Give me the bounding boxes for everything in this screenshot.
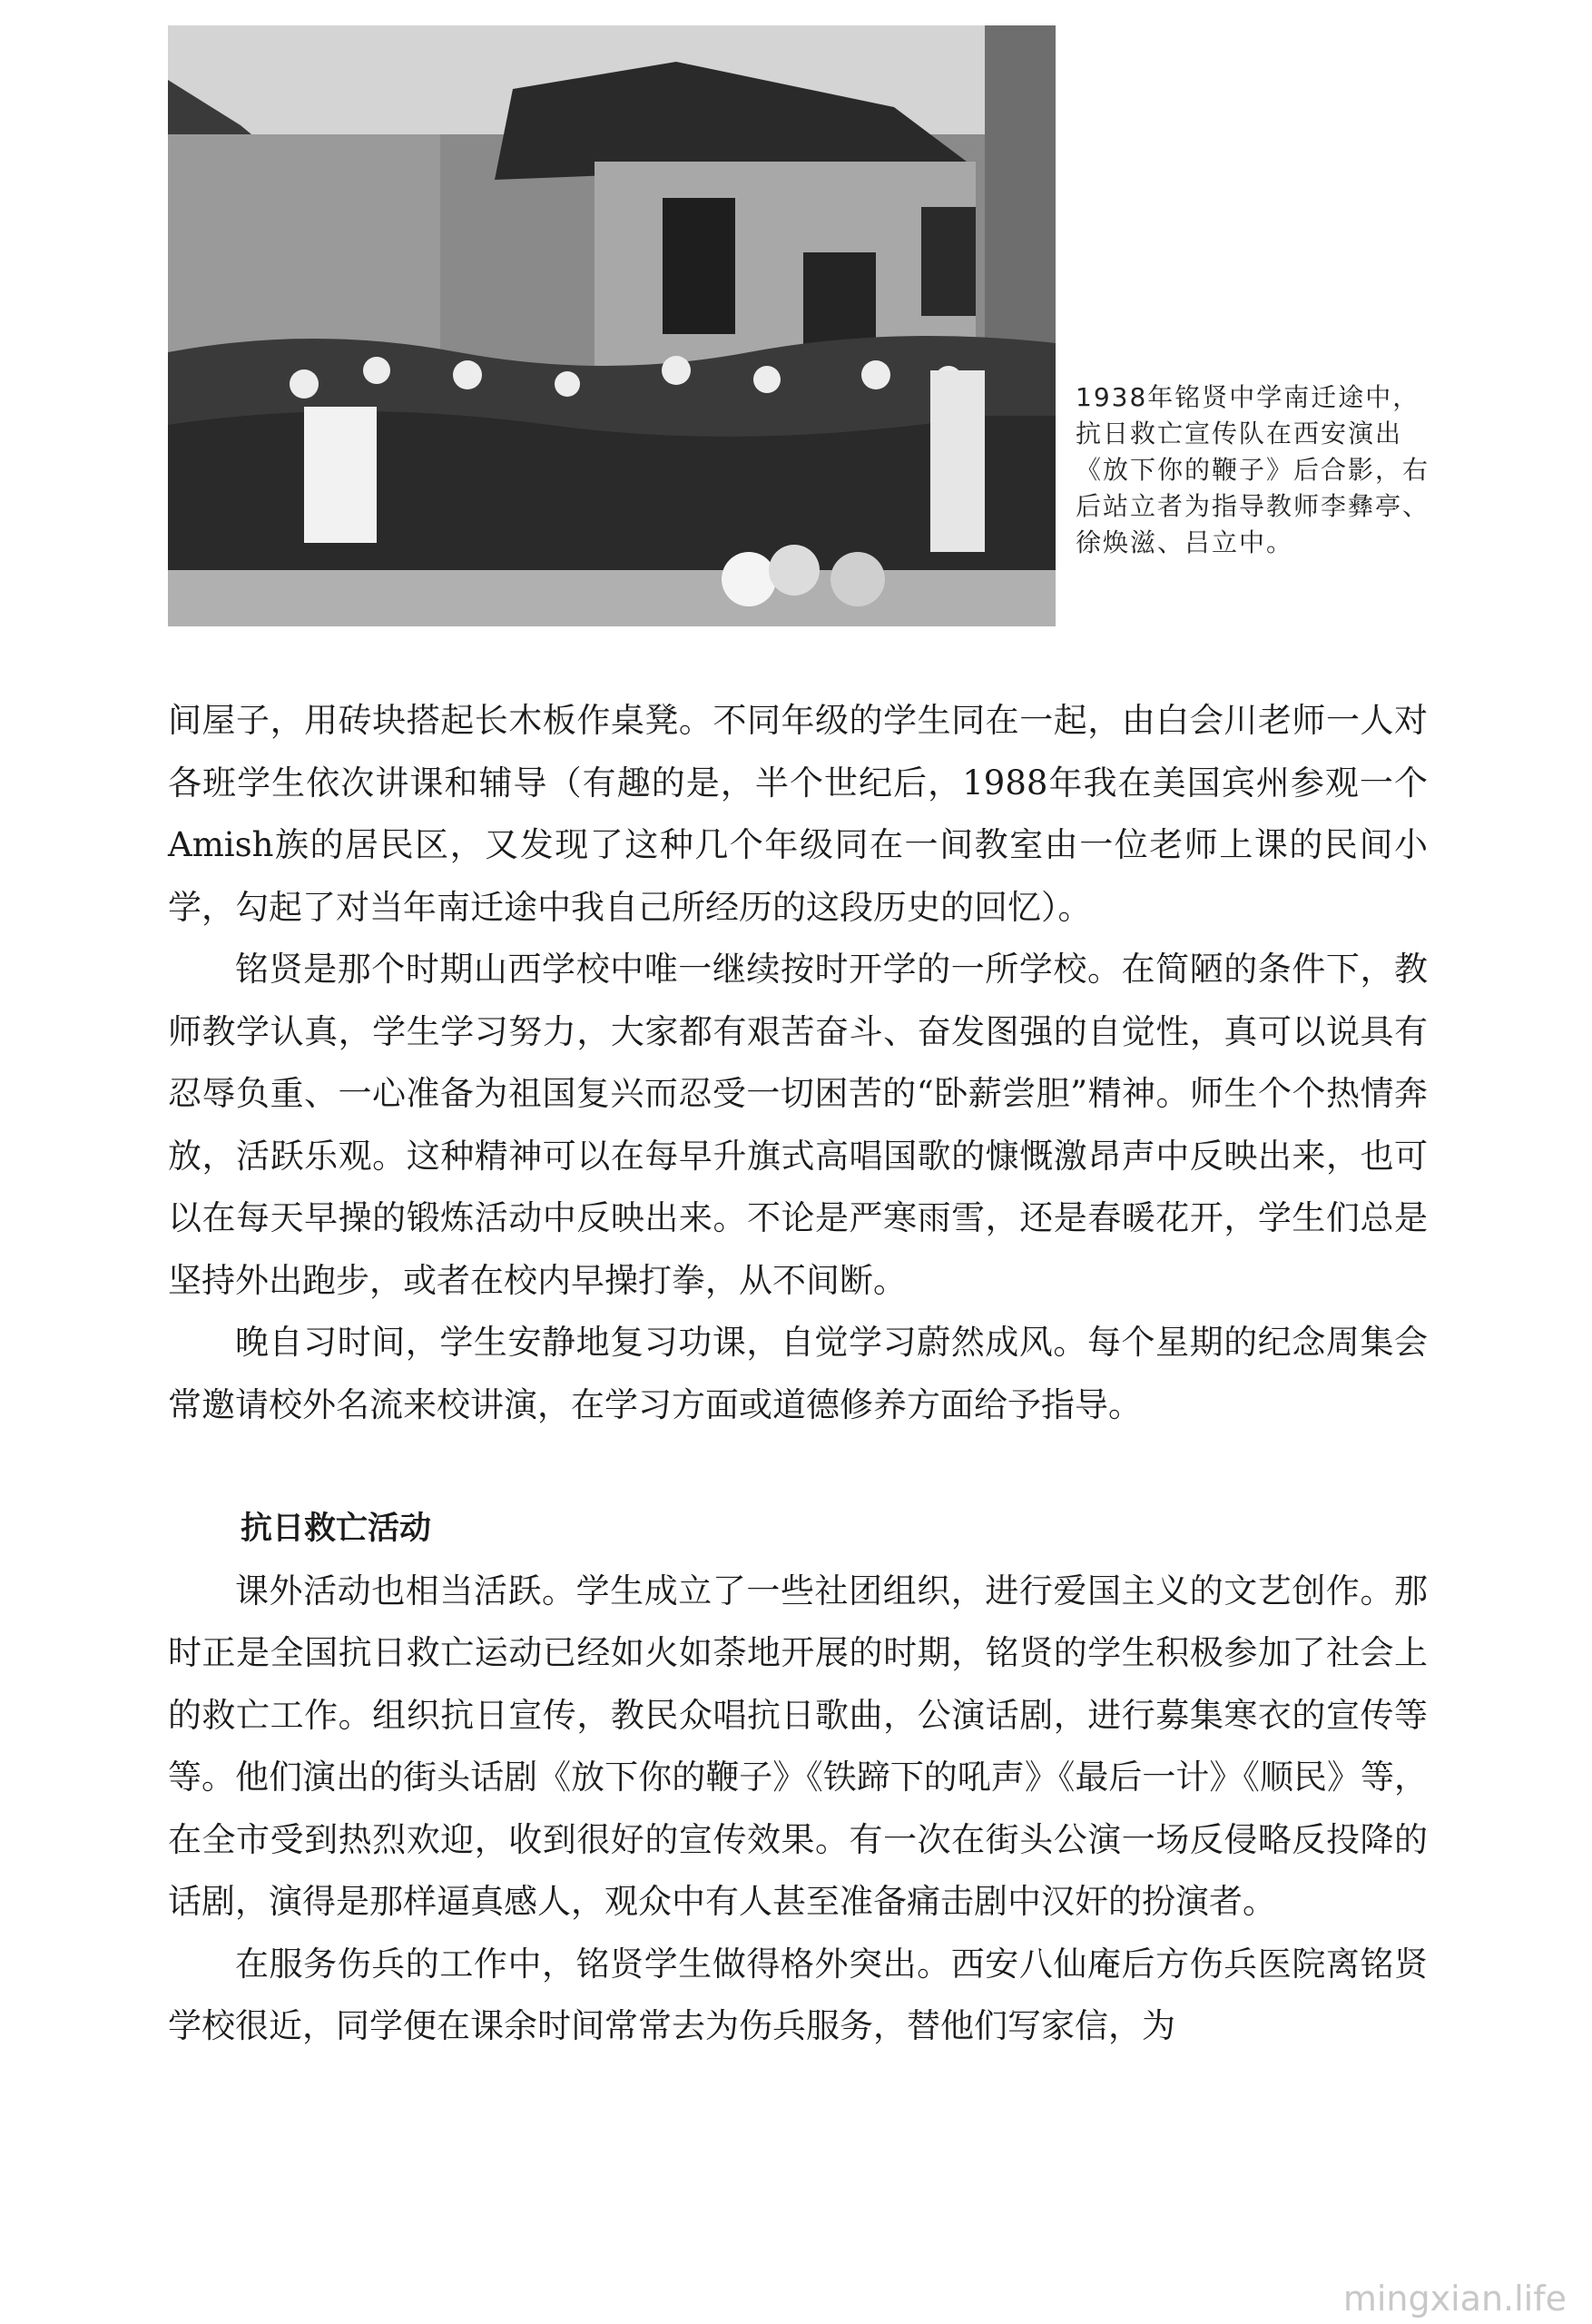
- photo-caption: 1938年铭贤中学南迁途中，抗日救亡宣传队在西安演出《放下你的鞭子》后合影，右后站立者为指导教师李彝亭、徐焕滋、吕立中。: [1076, 382, 1430, 557]
- section-heading: 抗日救亡活动: [241, 1511, 432, 1547]
- article-body: [168, 690, 1428, 2058]
- paragraph: 课外活动也相当活跃。学生成立了一些社团组织，进行爱国主义的文艺创作。那时正是全国抗日救亡运动已经如火如荼地开展的时期，铭贤的学生积极参加了社会上的救亡工作。组织抗日宣传，教民众唱抗日歌曲，公演话剧，进行募集寒衣的宣传等等。他们演出的街头话剧《放下你的鞭子》《铁蹄下的吼声》《最后一计》《顺民》等，在全市受到热烈欢迎，收到很好的宣传效果。有一次在街头公演一场反侵略反投降的话剧，演得是那样逼真感人，观众中有人甚至准备痛击剧中汉奸的扮演者。: [168, 1571, 1428, 1921]
- photo-illustration: [168, 25, 1056, 626]
- historical-group-photo: [168, 25, 1056, 626]
- paragraph: 在服务伤兵的工作中，铭贤学生做得格外突出。西安八仙庵后方伤兵医院离铭贤学校很近，同学便在课余时间常常去为伤兵服务，替他们写家信，为: [168, 1944, 1428, 2045]
- paragraph: 晚自习时间，学生安静地复习功课，自觉学习蔚然成风。每个星期的纪念周集会常邀请校外名流来校讲演，在学习方面或道德修养方面给予指导。: [168, 1323, 1428, 1424]
- watermark: mingxian.life: [1342, 2279, 1567, 2319]
- paragraph: 铭贤是那个时期山西学校中唯一继续按时开学的一所学校。在简陋的条件下，教师教学认真，学生学习努力，大家都有艰苦奋斗、奋发图强的自觉性，真可以说具有忍辱负重、一心准备为祖国复兴而忍受一切困苦的“卧薪尝胆”精神。师生个个热情奔放，活跃乐观。这种精神可以在每早升旗式高唱国歌的慷慨激昂声中反映出来，也可以在每天早操的锻炼活动中反映出来。不论是严寒雨雪，还是春暖花开，学生们总是坚持外出跑步，或者在校内早操打拳，从不间断。: [168, 950, 1428, 1300]
- paragraph: 间屋子，用砖块搭起长木板作桌凳。不同年级的学生同在一起，由白会川老师一人对各班学生依次讲课和辅导（有趣的是，半个世纪后，1988年我在美国宾州参观一个Amish族的居民区，又发现了这种几个年级同在一间教室由一位老师上课的民间小学，勾起了对当年南迁途中我自己所经历的这段历史的回忆）。: [168, 701, 1428, 927]
